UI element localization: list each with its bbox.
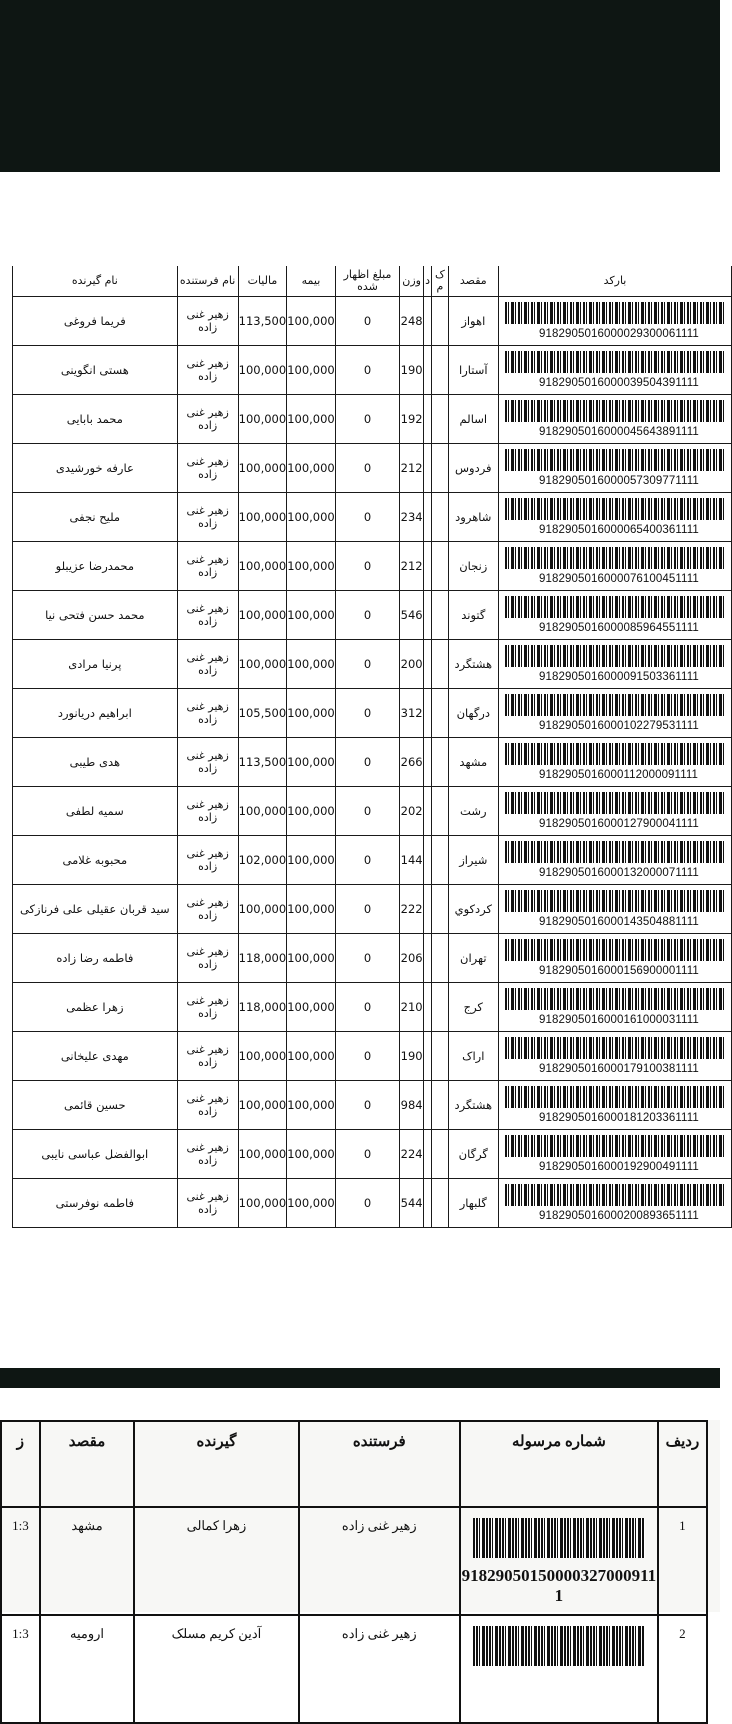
recipient-cell: هدی طیبی [13,738,178,787]
sender-cell: زهیر غنی زاده [177,885,238,934]
destination-cell: کرج [448,983,498,1032]
table-row [13,1130,732,1179]
table-row [13,1179,732,1228]
d-cell [423,983,431,1032]
table-row [13,787,732,836]
sender-cell: زهیر غنی زاده [177,983,238,1032]
barcode-cell [499,493,732,542]
insurance-cell: 100,000 [287,346,336,395]
insurance-cell: 100,000 [287,542,336,591]
destination-cell: مشهد [40,1507,135,1615]
barcode-icon [505,302,725,324]
barcode-number: 9182905016000085964551111 [539,622,699,634]
d-cell [423,787,431,836]
header-destination: مقصد [40,1421,135,1507]
destination-cell: گرگان [448,1130,498,1179]
tax-cell: 100,000 [238,885,287,934]
weight-cell: 212 [400,444,424,493]
km-cell [432,542,448,591]
declared-amount-cell: 0 [335,787,399,836]
table-row [1,1615,707,1723]
barcode-icon [505,1135,725,1157]
sender-cell: زهیر غنی زاده [177,444,238,493]
tax-cell: 100,000 [238,640,287,689]
table-row [13,689,732,738]
tax-cell: 100,000 [238,1130,287,1179]
table-header-row [13,266,732,297]
recipient-cell: سید قربان عقیلی علی فرنازکی [13,885,178,934]
barcode-cell [499,787,732,836]
weight-cell: 206 [400,934,424,983]
d-cell [423,640,431,689]
header-d: د [423,266,431,297]
insurance-cell: 100,000 [287,885,336,934]
recipient-cell: محبوبه غلامی [13,836,178,885]
weight-cell: 234 [400,493,424,542]
km-cell [432,395,448,444]
weight-cell: 202 [400,787,424,836]
destination-cell: گتوند [448,591,498,640]
row-number-cell: 2 [658,1615,707,1723]
recipient-cell: محمد بابایی [13,395,178,444]
destination-cell: گلبهار [448,1179,498,1228]
barcode-number: 9182905016000161000031111 [539,1014,699,1026]
sender-cell: زهیر غنی زاده [177,934,238,983]
insurance-cell: 100,000 [287,1032,336,1081]
shipment-list-document [0,266,720,1271]
tax-cell: 118,000 [238,983,287,1032]
destination-cell: رشت [448,787,498,836]
table-row [13,1081,732,1130]
weight-cell: 224 [400,1130,424,1179]
declared-amount-cell: 0 [335,738,399,787]
insurance-cell: 100,000 [287,1081,336,1130]
d-cell [423,444,431,493]
table-row [13,738,732,787]
barcode-number: 9182905016000091503361111 [539,671,699,683]
barcode-number: 9182905016000181203361111 [539,1112,699,1124]
barcode-icon [505,547,725,569]
weight-cell: 192 [400,395,424,444]
sender-cell: زهیر غنی زاده [177,1179,238,1228]
d-cell [423,738,431,787]
km-cell [432,1130,448,1179]
km-cell [432,787,448,836]
destination-cell: فردوس [448,444,498,493]
header-weight: وزن [400,266,424,297]
barcode-number: 9182905016000112000091111 [539,769,698,781]
sender-cell: زهیر غنی زاده [177,836,238,885]
weight-cell: 210 [400,983,424,1032]
destination-cell: اهواز [448,297,498,346]
insurance-cell: 100,000 [287,493,336,542]
barcode-icon [473,1626,645,1666]
weight-cell: 190 [400,346,424,395]
table-row [13,885,732,934]
header-extra: ز [1,1421,40,1507]
barcode-number: 9182905016000039504391111 [539,377,699,389]
barcode-icon [505,1037,725,1059]
weight-cell: 248 [400,297,424,346]
sender-cell: زهیر غنی زاده [177,738,238,787]
sender-cell: زهیر غنی زاده [177,1032,238,1081]
d-cell [423,297,431,346]
weight-cell: 546 [400,591,424,640]
barcode-icon [505,939,725,961]
d-cell [423,346,431,395]
barcode-cell [499,1081,732,1130]
destination-cell: اراک [448,1032,498,1081]
barcode-cell [499,689,732,738]
barcode-cell [499,983,732,1032]
km-cell [432,640,448,689]
km-cell [432,1179,448,1228]
weight-cell: 212 [400,542,424,591]
d-cell [423,395,431,444]
destination-cell: شاهرود [448,493,498,542]
shipment-table [12,266,732,1228]
declared-amount-cell: 0 [335,444,399,493]
barcode-icon [505,792,725,814]
sender-cell: زهیر غنی زاده [177,493,238,542]
destination-cell: اسالم [448,395,498,444]
parcel-number: 91829050150000327000911 1 [461,1566,657,1605]
barcode-number: 9182905016000029300061111 [539,328,699,340]
sender-cell: زهیر غنی زاده [299,1507,460,1615]
dark-divider-band [0,1368,720,1388]
recipient-cell: محمدرضا عزیبلو [13,542,178,591]
barcode-cell [499,591,732,640]
barcode-cell [499,1130,732,1179]
weight-cell: 144 [400,836,424,885]
barcode-number: 9182905016000065400361111 [539,524,699,536]
header-parcel-number: شماره مرسوله [460,1421,658,1507]
recipient-cell: ملیح نجفی [13,493,178,542]
barcode-number: 9182905016000127900041111 [539,818,699,830]
d-cell [423,591,431,640]
header-sender-name: نام فرستنده [177,266,238,297]
weight-cell: 266 [400,738,424,787]
weight-cell: 312 [400,689,424,738]
recipient-cell: عارفه خورشیدی [13,444,178,493]
insurance-cell: 100,000 [287,689,336,738]
destination-cell: آستارا [448,346,498,395]
insurance-cell: 100,000 [287,591,336,640]
km-cell [432,346,448,395]
barcode-cell [499,738,732,787]
table-row [13,1032,732,1081]
tax-cell: 118,000 [238,934,287,983]
declared-amount-cell: 0 [335,983,399,1032]
destination-cell: هشتگرد [448,640,498,689]
recipient-cell: فریما فروغی [13,297,178,346]
insurance-cell: 100,000 [287,983,336,1032]
barcode-icon [505,890,725,912]
declared-amount-cell: 0 [335,934,399,983]
recipient-cell: مهدی علیخانی [13,1032,178,1081]
barcode-icon [473,1518,645,1558]
tax-cell: 113,500 [238,738,287,787]
d-cell [423,1081,431,1130]
extra-cell: 1:3 [1,1615,40,1723]
tax-cell: 102,000 [238,836,287,885]
sender-cell: زهیر غنی زاده [299,1615,460,1723]
km-cell [432,934,448,983]
recipient-cell: ابوالفضل عباسی نایبی [13,1130,178,1179]
barcode-icon [505,1184,725,1206]
insurance-cell: 100,000 [287,934,336,983]
declared-amount-cell: 0 [335,1032,399,1081]
insurance-cell: 100,000 [287,444,336,493]
row-number-cell: 1 [658,1507,707,1615]
header-recipient: گیرنده [134,1421,298,1507]
table-row [13,444,732,493]
barcode-cell [499,934,732,983]
recipient-cell: فاطمه نوفرستی [13,1179,178,1228]
weight-cell: 984 [400,1081,424,1130]
table-row [13,934,732,983]
barcode-icon [505,743,725,765]
barcode-icon [505,400,725,422]
barcode-cell [499,640,732,689]
declared-amount-cell: 0 [335,640,399,689]
barcode-icon [505,694,725,716]
tax-cell: 100,000 [238,1032,287,1081]
tax-cell: 100,000 [238,493,287,542]
weight-cell: 190 [400,1032,424,1081]
parcel-receipt-document [0,1420,720,1641]
table-row [13,346,732,395]
table-row [13,542,732,591]
km-cell [432,1032,448,1081]
insurance-cell: 100,000 [287,640,336,689]
barcode-number: 9182905016000200893651111 [539,1210,699,1222]
barcode-cell [499,395,732,444]
barcode-cell [499,1179,732,1228]
declared-amount-cell: 0 [335,542,399,591]
destination-cell: هشتگرد [448,1081,498,1130]
header-tax: مالیات [238,266,287,297]
km-cell [432,493,448,542]
table-row [13,395,732,444]
sender-cell: زهیر غنی زاده [177,297,238,346]
insurance-cell: 100,000 [287,395,336,444]
dark-top-band [0,0,720,172]
weight-cell: 200 [400,640,424,689]
tax-cell: 100,000 [238,395,287,444]
barcode-cell [499,1032,732,1081]
barcode-number: 9182905016000143504881111 [539,916,699,928]
tax-cell: 100,000 [238,444,287,493]
insurance-cell: 100,000 [287,836,336,885]
declared-amount-cell: 0 [335,1081,399,1130]
km-cell [432,738,448,787]
barcode-cell [499,836,732,885]
declared-amount-cell: 0 [335,395,399,444]
header-destination: مقصد [448,266,498,297]
sender-cell: زهیر غنی زاده [177,689,238,738]
d-cell [423,1179,431,1228]
km-cell [432,591,448,640]
destination-cell: زنجان [448,542,498,591]
header-km: ک م [432,266,448,297]
tax-cell: 100,000 [238,1179,287,1228]
d-cell [423,493,431,542]
d-cell [423,1032,431,1081]
declared-amount-cell: 0 [335,493,399,542]
sender-cell: زهیر غنی زاده [177,640,238,689]
header-row-number: ردیف [658,1421,707,1507]
parcel-number-cell [460,1507,658,1615]
sender-cell: زهیر غنی زاده [177,395,238,444]
table-row [13,297,732,346]
table-row [1,1507,707,1615]
recipient-cell: سمیه لطفی [13,787,178,836]
barcode-number: 9182905016000156900001111 [539,965,699,977]
barcode-icon [505,449,725,471]
declared-amount-cell: 0 [335,591,399,640]
table-row [13,640,732,689]
d-cell [423,689,431,738]
sender-cell: زهیر غنی زاده [177,1081,238,1130]
d-cell [423,1130,431,1179]
barcode-icon [505,841,725,863]
destination-cell: شیراز [448,836,498,885]
km-cell [432,885,448,934]
table-row [13,983,732,1032]
destination-cell: کردکوي [448,885,498,934]
tax-cell: 100,000 [238,1081,287,1130]
barcode-number: 9182905016000045643891111 [539,426,699,438]
barcode-number: 9182905016000192900491111 [539,1161,699,1173]
insurance-cell: 100,000 [287,297,336,346]
barcode-icon [505,596,725,618]
barcode-cell [499,297,732,346]
destination-cell: درگهان [448,689,498,738]
insurance-cell: 100,000 [287,1130,336,1179]
km-cell [432,983,448,1032]
barcode-cell [499,542,732,591]
table-row [13,591,732,640]
tax-cell: 100,000 [238,542,287,591]
barcode-cell [499,444,732,493]
km-cell [432,444,448,493]
km-cell [432,836,448,885]
barcode-number: 9182905016000076100451111 [539,573,699,585]
barcode-cell [499,885,732,934]
destination-cell: تهران [448,934,498,983]
declared-amount-cell: 0 [335,885,399,934]
recipient-cell: حسین قائمی [13,1081,178,1130]
table-row [13,836,732,885]
barcode-number: 9182905016000057309771111 [539,475,699,487]
insurance-cell: 100,000 [287,1179,336,1228]
recipient-cell: زهرا عظمی [13,983,178,1032]
sender-cell: زهیر غنی زاده [177,542,238,591]
header-sender: فرستنده [299,1421,460,1507]
insurance-cell: 100,000 [287,787,336,836]
declared-amount-cell: 0 [335,346,399,395]
sender-cell: زهیر غنی زاده [177,591,238,640]
declared-amount-cell: 0 [335,836,399,885]
barcode-number: 9182905016000102279531111 [539,720,699,732]
weight-cell: 222 [400,885,424,934]
d-cell [423,836,431,885]
barcode-icon [505,498,725,520]
sender-cell: زهیر غنی زاده [177,1130,238,1179]
parcel-table [0,1420,708,1724]
barcode-number: 9182905016000132000071111 [539,867,699,879]
declared-amount-cell: 0 [335,689,399,738]
declared-amount-cell: 0 [335,297,399,346]
sender-cell: زهیر غنی زاده [177,787,238,836]
recipient-cell: هستی انگوینی [13,346,178,395]
weight-cell: 544 [400,1179,424,1228]
header-barcode: بارکد [499,266,732,297]
barcode-icon [505,988,725,1010]
km-cell [432,297,448,346]
table-row [13,493,732,542]
barcode-cell [499,346,732,395]
recipient-cell: ابراهیم دریانورد [13,689,178,738]
km-cell [432,1081,448,1130]
destination-cell: ارومیه [40,1615,135,1723]
barcode-icon [505,645,725,667]
tax-cell: 100,000 [238,591,287,640]
header-declared-amount: مبلغ اظهار شده [335,266,399,297]
tax-cell: 105,500 [238,689,287,738]
d-cell [423,934,431,983]
destination-cell: مشهد [448,738,498,787]
declared-amount-cell: 0 [335,1179,399,1228]
extra-cell: 1:3 [1,1507,40,1615]
tax-cell: 100,000 [238,346,287,395]
recipient-cell: فاطمه رضا زاده [13,934,178,983]
d-cell [423,542,431,591]
recipient-cell: آدین کریم مسلک [134,1615,298,1723]
km-cell [432,689,448,738]
barcode-icon [505,351,725,373]
barcode-icon [505,1086,725,1108]
table-header-row [1,1421,707,1507]
recipient-cell: محمد حسن فتحی نیا [13,591,178,640]
barcode-number: 9182905016000179100381111 [539,1063,699,1075]
recipient-cell: پرنیا مرادی [13,640,178,689]
header-recipient-name: نام گیرنده [13,266,178,297]
sender-cell: زهیر غنی زاده [177,346,238,395]
tax-cell: 100,000 [238,787,287,836]
recipient-cell: زهرا کمالی [134,1507,298,1615]
declared-amount-cell: 0 [335,1130,399,1179]
d-cell [423,885,431,934]
insurance-cell: 100,000 [287,738,336,787]
parcel-number-cell [460,1615,658,1723]
tax-cell: 113,500 [238,297,287,346]
header-insurance: بیمه [287,266,336,297]
